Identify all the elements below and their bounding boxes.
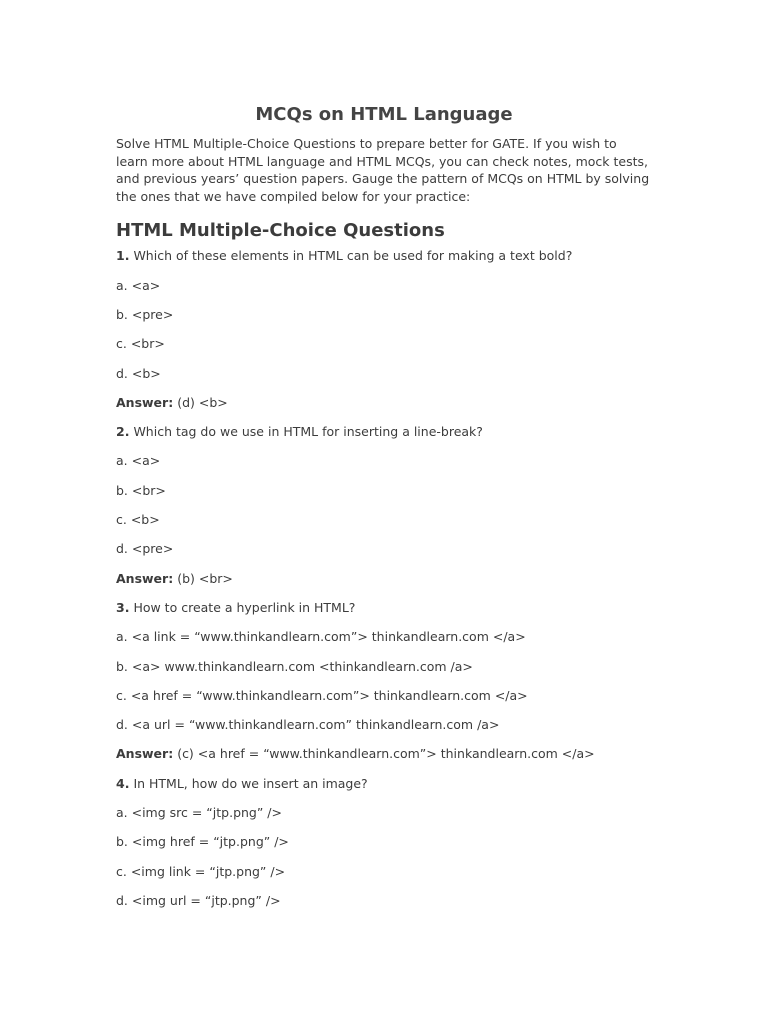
option-1a: a. <a> [116,277,161,293]
option-2b: b. <br> [116,482,166,498]
question-number: 3. [116,599,130,615]
option-1c: c. <br> [116,336,165,352]
option-1b: b. <pre> [116,306,174,322]
answer-3 [116,745,652,762]
question-3 [116,599,652,616]
answer-1 [116,394,652,411]
question-number: 1. [116,248,130,264]
answer-text: (b) <br> [177,570,233,586]
option-2d: d. <pre> [116,541,174,557]
question-text: Which of these elements in HTML can be used for making a text bold? [133,248,573,264]
option-4b: b. <img href = “jtp.png” /> [116,834,289,850]
answer-label: Answer: [116,394,174,410]
answer-label: Answer: [116,746,174,762]
question-text: Which tag do we use in HTML for inserting a line-break? [133,424,483,440]
document-content [116,103,652,921]
question-number: 2. [116,424,130,440]
question-4 [116,775,652,792]
option-4a: a. <img src = “jtp.png” /> [116,805,282,821]
option-4d: d. <img url = “jtp.png” /> [116,892,281,908]
option-3d: d. <a url = “www.thinkandlearn.com” thinkandlearn.com /a> [116,717,500,733]
question-number: 4. [116,775,130,791]
option-1d: d. <b> [116,365,161,381]
section-heading: HTML Multiple-Choice Questions [116,220,445,242]
option-3c: c. <a href = “www.thinkandlearn.com”> thinkandlearn.com </a> [116,687,528,703]
option-4c: c. <img link = “jtp.png” /> [116,863,286,879]
option-3a: a. <a link = “www.thinkandlearn.com”> thinkandlearn.com </a> [116,629,526,645]
answer-2 [116,570,652,587]
question-list [116,247,652,909]
intro-paragraph: Solve HTML Multiple-Choice Questions to prepare better for GATE. If you wish to learn more about HTML language and HTML MCQs, you can check notes, mock tests, and previous years’ question papers. Gauge the pattern of MCQs on HTML by solving the ones that we have compiled below for your practice: [116,136,650,204]
question-2 [116,423,652,440]
answer-text: (c) <a href = “www.thinkandlearn.com”> thinkandlearn.com </a> [177,746,595,762]
question-1 [116,247,652,264]
option-2c: c. <b> [116,512,160,528]
question-text: In HTML, how do we insert an image? [133,775,368,791]
option-2a: a. <a> [116,453,161,469]
answer-label: Answer: [116,570,174,586]
page-title: MCQs on HTML Language [255,104,513,125]
answer-text: (d) <b> [177,394,228,410]
question-text: How to create a hyperlink in HTML? [133,599,356,615]
option-3b: b. <a> www.thinkandlearn.com <thinkandlearn.com /a> [116,658,473,674]
